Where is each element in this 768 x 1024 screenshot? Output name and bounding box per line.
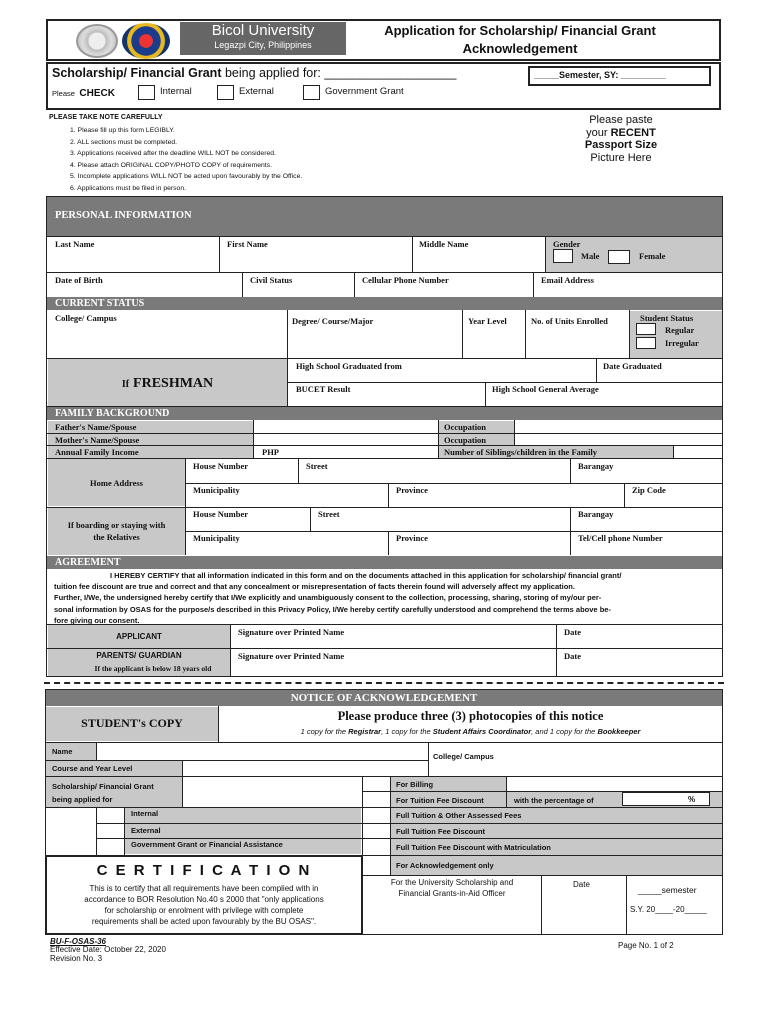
siblings-field[interactable]	[674, 446, 722, 457]
notice-college-label: College/ Campus	[433, 752, 494, 761]
applicant-label: APPLICANT	[116, 632, 162, 641]
note-item: 2. ALL sections must be completed.	[70, 138, 178, 146]
agreement-line: fore giving our consent.	[54, 615, 140, 625]
parents-label: PARENTS/ GUARDIAN	[96, 651, 182, 660]
page-number: Page No. 1 of 2	[618, 941, 674, 950]
home-zip-label: Zip Code	[632, 485, 666, 495]
student-status-label: Student Status	[640, 313, 694, 323]
units-label: No. of Units Enrolled	[531, 316, 608, 326]
father-occupation-field[interactable]	[515, 421, 722, 432]
year-level-label: Year Level	[468, 316, 507, 326]
hs-label: High School Graduated from	[296, 361, 402, 371]
boarding-municipality-field[interactable]	[186, 543, 387, 554]
percentage-field[interactable]	[622, 792, 710, 806]
note-item: 5. Incomplete applications WILL NOT be acted upon favourably by the Office.	[70, 173, 303, 180]
boarding-street-label: Street	[318, 509, 340, 519]
notice-grant-field[interactable]	[183, 777, 361, 806]
produce-copies-text: Please produce three (3) photocopies of this notice	[337, 709, 604, 723]
boarding-house-field[interactable]	[186, 519, 309, 530]
please-text: Please	[52, 89, 75, 98]
ack-check-box[interactable]	[363, 856, 390, 875]
note-item: 4. Please attach ORIGINAL COPY/PHOTO COPY of requirements.	[70, 161, 272, 169]
full3-label: Full Tuition Fee Discount with Matriculation	[396, 843, 551, 852]
photo-line-2: your RECENT	[586, 126, 656, 139]
parents-signature-field[interactable]	[231, 661, 555, 675]
home-barangay-label: Barangay	[578, 461, 614, 471]
gov-check-box[interactable]	[97, 839, 124, 854]
notice-gov-label: Government Grant or Financial Assistance	[131, 840, 283, 849]
notice-external-label: External	[131, 826, 161, 835]
name-field[interactable]	[97, 743, 427, 760]
gender-label: Gender	[553, 239, 581, 249]
full3-check-box[interactable]	[363, 839, 390, 855]
agreement-line: I HEREBY CERTIFY that all information indicated in this form and on the documents attached in this application for scholarship/ financial grant/	[110, 571, 622, 580]
mother-occupation-field[interactable]	[515, 434, 722, 444]
mother-field[interactable]	[254, 434, 437, 444]
applicant-signature-label: Signature over Printed Name	[238, 627, 345, 637]
agreement-line: tuition fee discount are true and correct and that any concealment or misrepresentation of facts therein found will adversely affect my application.	[54, 582, 575, 592]
notes-list	[70, 125, 302, 194]
home-province-label: Province	[396, 485, 428, 495]
government-grant-checkbox[interactable]	[303, 85, 320, 100]
bucet-field[interactable]	[288, 394, 484, 405]
external-check-box[interactable]	[97, 824, 124, 838]
boarding-tel-field[interactable]	[571, 543, 722, 554]
billing-field[interactable]	[507, 777, 722, 791]
boarding-house-label: House Number	[193, 509, 249, 519]
effective-date: Effective Date: October 22, 2020	[50, 945, 166, 954]
cert-date-field[interactable]	[542, 893, 626, 934]
tfd-label: For Tuition Fee Discount	[396, 796, 484, 805]
hs-average-field[interactable]	[486, 394, 722, 405]
semester-sy-text: _____Semester, SY: _________	[534, 70, 666, 80]
form-subtitle: Acknowledgement	[462, 41, 578, 56]
full2-check-box[interactable]	[363, 824, 390, 838]
photo-line-4: Picture Here	[590, 151, 652, 164]
internal-checkbox[interactable]	[138, 85, 155, 100]
email-label: Email Address	[541, 275, 594, 285]
family-title: FAMILY BACKGROUND	[55, 408, 170, 419]
please-check-text	[52, 86, 115, 100]
form-title: Application for Scholarship/ Financial Grant	[384, 23, 656, 38]
regular-label: Regular	[665, 325, 695, 335]
grant-applied-label-bold: Scholarship/ Financial Grant	[52, 66, 222, 80]
applicant-date-field[interactable]	[557, 637, 722, 647]
grant-applied-label-rest: being applied for: ___________________	[224, 66, 457, 80]
agreement-line: sonal information by OSAS for the purpose/s described in this Privacy Policy, I/We hereby certify carefully understood and comprehend the terms above be-	[54, 604, 611, 614]
bucet-label: BUCET Result	[296, 384, 351, 394]
father-field[interactable]	[254, 421, 437, 432]
cut-line	[44, 682, 724, 684]
officer-label: For the University Scholarship and Financial Grants-in-Aid Officer	[390, 878, 514, 898]
ack-label: For Acknowledgement only	[396, 861, 494, 870]
bicol-university-logo	[122, 23, 170, 59]
note-item: 6. Applications must be filed in person.	[70, 184, 186, 192]
male-checkbox[interactable]	[553, 249, 573, 263]
tfd-check-box[interactable]	[363, 792, 390, 807]
external-checkbox[interactable]	[217, 85, 234, 100]
irregular-checkbox[interactable]	[636, 337, 656, 349]
parents-signature-label: Signature over Printed Name	[238, 651, 345, 661]
irregular-label: Irregular	[665, 338, 699, 348]
first-name-field[interactable]	[220, 249, 411, 271]
certification-title: C E R T I F I C A T I O N	[96, 862, 312, 879]
percentage-label: with the percentage of	[514, 796, 594, 805]
cert-date-label: Date	[573, 880, 590, 889]
university-name: Bicol University	[211, 22, 315, 39]
units-field[interactable]	[526, 327, 628, 357]
hs-average-label: High School General Average	[492, 384, 599, 394]
home-house-label: House Number	[193, 461, 249, 471]
home-municipality-field[interactable]	[186, 495, 387, 506]
boarding-province-field[interactable]	[389, 543, 569, 554]
university-location: Legazpi City, Philippines	[214, 40, 312, 50]
female-label: Female	[639, 251, 666, 261]
occupation-label-2: Occupation	[444, 435, 487, 445]
external-option-label: External	[239, 86, 274, 97]
freshman-label	[48, 374, 287, 394]
parents-note: If the applicant is below 18 years old	[94, 664, 212, 673]
notice-title: NOTICE OF ACKNOWLEDGEMENT	[290, 692, 478, 704]
full2-label: Full Tuition Fee Discount	[396, 827, 486, 836]
students-copy-label: STUDENT's COPY	[81, 716, 183, 730]
income-label: Annual Family Income	[55, 447, 139, 457]
home-zip-field[interactable]	[625, 495, 722, 506]
college-field[interactable]	[48, 324, 286, 357]
date-graduated-field[interactable]	[597, 371, 722, 381]
full1-check-box[interactable]	[363, 808, 390, 823]
applicant-date-label: Date	[564, 627, 581, 637]
php-label: PHP	[262, 447, 279, 457]
home-address-label: Home Address	[90, 478, 143, 488]
current-status-title: CURRENT STATUS	[55, 298, 145, 309]
full1-label: Full Tuition & Other Assessed Fees	[396, 811, 522, 820]
siblings-label: Number of Siblings/children in the Family	[444, 447, 597, 457]
note-item: 3. Applications received after the deadline WILL NOT be considered.	[70, 150, 276, 157]
note-item: 1. Please fill up this form LEGIBLY.	[70, 127, 175, 134]
applicant-signature-field[interactable]	[231, 637, 555, 647]
if-text: If	[121, 379, 130, 390]
percentage-sign: %	[688, 795, 696, 804]
photo-placeholder[interactable]	[560, 114, 682, 164]
middle-name-field[interactable]	[413, 249, 544, 271]
notice-grant-label: Scholarship/ Financial Grant being applied for	[52, 782, 154, 804]
home-province-field[interactable]	[389, 495, 623, 506]
agreement-line: Further, I/We, the undersigned hereby certify that I/We explicitly and unambiguously consent to the collection, processing, sharing, storing of my/our per-	[54, 593, 602, 603]
name-label: Name	[52, 747, 73, 756]
freshman-text: FRESHMAN	[133, 376, 214, 391]
notice-college-field[interactable]	[510, 749, 720, 763]
dob-label: Date of Birth	[55, 275, 103, 285]
home-street-field[interactable]	[299, 471, 569, 482]
last-name-field[interactable]	[48, 249, 218, 271]
boarding-province-label: Province	[396, 533, 428, 543]
internal-row	[125, 808, 361, 823]
father-label: Father's Name/Spouse	[55, 422, 137, 432]
cert-semester: _____semester	[638, 885, 697, 895]
billing-check-box[interactable]	[363, 777, 390, 791]
degree-field[interactable]	[288, 327, 461, 357]
civil-status-field[interactable]	[243, 284, 353, 296]
year-level-field[interactable]	[463, 327, 524, 357]
officer-signature-field[interactable]	[363, 900, 541, 934]
boarding-tel-label: Tel/Cell phone Number	[578, 533, 663, 543]
cert-sy: S.Y. 20____-20_____	[630, 905, 707, 914]
last-name-label: Last Name	[55, 239, 95, 249]
degree-label: Degree/ Course/Major	[292, 316, 374, 326]
male-label: Male	[581, 251, 600, 261]
form-code: BU-F-OSAS-36	[50, 937, 107, 946]
boarding-street-field[interactable]	[311, 519, 569, 530]
home-municipality-label: Municipality	[193, 485, 240, 495]
government-grant-option-label: Government Grant	[325, 86, 404, 97]
agreement-header	[47, 556, 722, 569]
first-name-label: First Name	[227, 239, 268, 249]
certification-text: This is to certify that all requirements have been complied with in accordance to BOR Resolution No.40 s 2000 that "only applications for scholarship or enrolment with privilege with complete requirements shall be acted upon favourably by the BU OSAS".	[84, 884, 324, 926]
grant-applied-label	[52, 66, 456, 81]
boarding-barangay-field[interactable]	[571, 519, 722, 530]
home-barangay-field[interactable]	[571, 471, 722, 482]
internal-option-label: Internal	[160, 86, 192, 97]
parents-date-field[interactable]	[557, 661, 722, 675]
agreement-text	[54, 570, 718, 626]
mother-label: Mother's Name/Spouse	[55, 435, 140, 445]
billing-label: For Billing	[396, 780, 434, 789]
revision-number: Revision No. 3	[50, 954, 103, 963]
photo-line-3: Passport Size	[584, 139, 658, 151]
civil-status-label: Civil Status	[250, 275, 293, 285]
copy-distribution: 1 copy for the Registrar, 1 copy for the Student Affairs Coordinator, and 1 copy for the Bookkeeper	[300, 727, 641, 736]
phone-field[interactable]	[355, 284, 532, 296]
phone-label: Cellular Phone Number	[362, 275, 449, 285]
course-label: Course and Year Level	[52, 764, 133, 773]
internal-check-box[interactable]	[97, 808, 124, 823]
check-text: CHECK	[79, 88, 115, 99]
photo-line-1: Please paste	[589, 114, 653, 126]
income-field[interactable]	[280, 446, 437, 457]
agreement-title: AGREEMENT	[55, 557, 121, 568]
boarding-label: If boarding or staying with the Relatives	[67, 520, 166, 542]
hs-field[interactable]	[288, 371, 595, 381]
university-seal-logo	[76, 24, 118, 58]
regular-checkbox[interactable]	[636, 323, 656, 335]
course-field[interactable]	[183, 761, 427, 776]
female-checkbox[interactable]	[608, 250, 630, 264]
home-house-field[interactable]	[186, 471, 297, 482]
notes-title: PLEASE TAKE NOTE CAREFULLY	[49, 114, 163, 121]
boarding-barangay-label: Barangay	[578, 509, 614, 519]
middle-name-label: Middle Name	[419, 239, 469, 249]
boarding-municipality-label: Municipality	[193, 533, 240, 543]
occupation-label-1: Occupation	[444, 422, 487, 432]
college-label: College/ Campus	[55, 313, 117, 323]
dob-field[interactable]	[48, 284, 241, 296]
home-street-label: Street	[306, 461, 328, 471]
personal-info-title: PERSONAL INFORMATION	[55, 210, 192, 221]
current-status-header	[47, 297, 722, 310]
date-graduated-label: Date Graduated	[603, 361, 662, 371]
email-field[interactable]	[534, 284, 722, 296]
parents-date-label: Date	[564, 651, 581, 661]
notice-internal-label: Internal	[131, 809, 159, 818]
